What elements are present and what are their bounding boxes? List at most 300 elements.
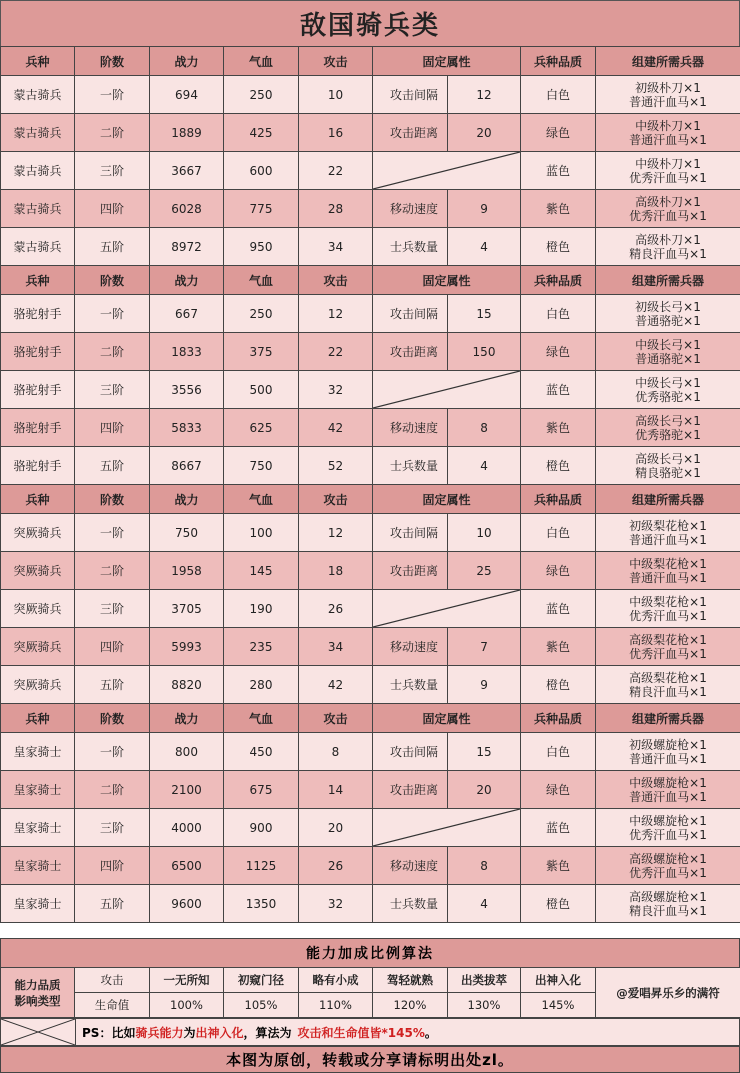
weapon-requirement: 优秀汗血马×1 (629, 646, 707, 661)
cell-attr-name: 攻击间隔 (373, 295, 448, 333)
cell-quality: 白色 (521, 733, 596, 771)
table-row (1, 152, 740, 190)
weapon-requirement: 精良汗血马×1 (629, 246, 707, 261)
cell-power: 667 (150, 295, 224, 333)
bonus-level: 初窥门径 (224, 968, 299, 993)
cell-hp: 900 (224, 809, 299, 847)
author-credit: @爱唱昇乐乡的满符 (596, 968, 740, 1018)
weapon-requirement: 高级螺旋枪×1 (629, 851, 707, 866)
cell-attack: 26 (299, 590, 373, 628)
cell-quality: 橙色 (521, 228, 596, 266)
cross-lines (1, 1019, 75, 1045)
cell-unit: 突厥骑兵 (1, 514, 75, 552)
header-fixed-attr: 固定属性 (373, 704, 521, 733)
table-row (1, 76, 740, 114)
bonus-level: 出神入化 (521, 968, 596, 993)
cell-attack: 18 (299, 552, 373, 590)
cell-power: 6500 (150, 847, 224, 885)
weapon-requirement: 普通骆驼×1 (635, 351, 701, 366)
bonus-value: 145% (521, 993, 596, 1018)
cell-hp: 235 (224, 628, 299, 666)
cell-attr-name: 移动速度 (373, 409, 448, 447)
bonus-value: 130% (448, 993, 521, 1018)
table-row (1, 514, 740, 552)
header-attack: 攻击 (299, 704, 373, 733)
cell-attr-value: 15 (448, 733, 521, 771)
cell-hp: 600 (224, 152, 299, 190)
cell-power: 9600 (150, 885, 224, 923)
cell-quality: 紫色 (521, 409, 596, 447)
cell-tier: 三阶 (75, 809, 150, 847)
cell-attr-value: 10 (448, 514, 521, 552)
cell-fixed-attr-empty (373, 809, 521, 847)
cell-quality: 绿色 (521, 114, 596, 152)
cell-quality: 紫色 (521, 847, 596, 885)
cell-attack: 28 (299, 190, 373, 228)
cell-hp: 625 (224, 409, 299, 447)
cell-tier: 四阶 (75, 409, 150, 447)
table-row (1, 628, 740, 666)
header-quality: 兵种品质 (521, 266, 596, 295)
cell-required-weapons (596, 409, 740, 447)
weapon-requirement: 中级长弓×1 (635, 337, 701, 352)
weapon-requirement: 优秀汗血马×1 (629, 170, 707, 185)
weapon-requirement: 精良汗血马×1 (629, 684, 707, 699)
cell-attack: 26 (299, 847, 373, 885)
table-row (1, 190, 740, 228)
table-row (1, 552, 740, 590)
cell-unit: 蒙古骑兵 (1, 76, 75, 114)
cell-required-weapons (596, 76, 740, 114)
cell-attr-name: 移动速度 (373, 628, 448, 666)
cell-hp: 750 (224, 447, 299, 485)
weapon-requirement: 高级梨花枪×1 (629, 670, 707, 685)
cell-attack: 12 (299, 295, 373, 333)
cell-tier: 五阶 (75, 666, 150, 704)
cell-tier: 二阶 (75, 771, 150, 809)
cavalry-table (0, 46, 740, 923)
cell-required-weapons (596, 552, 740, 590)
cell-unit: 突厥骑兵 (1, 628, 75, 666)
cell-attr-name: 攻击距离 (373, 333, 448, 371)
cell-attack: 16 (299, 114, 373, 152)
header-fixed-attr: 固定属性 (373, 47, 521, 76)
cell-power: 3556 (150, 371, 224, 409)
cell-attr-value: 20 (448, 771, 521, 809)
cell-power: 5993 (150, 628, 224, 666)
bonus-level: 出类拔萃 (448, 968, 521, 993)
weapon-requirement: 中级朴刀×1 (635, 156, 701, 171)
cell-fixed-attr-empty (373, 152, 521, 190)
header-fixed-attr: 固定属性 (373, 485, 521, 514)
cell-quality: 蓝色 (521, 590, 596, 628)
weapon-requirement: 优秀汗血马×1 (629, 208, 707, 223)
bonus-row-hp-label: 生命值 (75, 993, 150, 1018)
cell-hp: 675 (224, 771, 299, 809)
cell-hp: 250 (224, 76, 299, 114)
weapon-requirement: 优秀骆驼×1 (635, 389, 701, 404)
cell-power: 4000 (150, 809, 224, 847)
header-power: 战力 (150, 485, 224, 514)
header-tier: 阶数 (75, 47, 150, 76)
header-unit: 兵种 (1, 47, 75, 76)
weapon-requirement: 普通骆驼×1 (635, 313, 701, 328)
cell-required-weapons (596, 371, 740, 409)
diagonal-line (373, 809, 520, 846)
cell-unit: 蒙古骑兵 (1, 190, 75, 228)
cell-tier: 一阶 (75, 733, 150, 771)
header-attack: 攻击 (299, 485, 373, 514)
header-attack: 攻击 (299, 47, 373, 76)
weapon-requirement: 中级朴刀×1 (635, 118, 701, 133)
weapon-requirement: 初级梨花枪×1 (629, 518, 707, 533)
cell-quality: 绿色 (521, 552, 596, 590)
bonus-type-label (1, 968, 75, 1018)
header-quality: 兵种品质 (521, 485, 596, 514)
cell-attack: 42 (299, 409, 373, 447)
weapon-requirement: 普通汗血马×1 (629, 570, 707, 585)
cell-quality: 白色 (521, 76, 596, 114)
cell-quality: 绿色 (521, 771, 596, 809)
header-hp: 气血 (224, 704, 299, 733)
cell-attr-name: 士兵数量 (373, 666, 448, 704)
cell-unit: 蒙古骑兵 (1, 152, 75, 190)
cell-attr-value: 4 (448, 228, 521, 266)
table-row (1, 590, 740, 628)
cell-tier: 三阶 (75, 590, 150, 628)
weapon-requirement: 中级螺旋枪×1 (629, 775, 707, 790)
cell-required-weapons (596, 295, 740, 333)
header-fixed-attr: 固定属性 (373, 266, 521, 295)
cell-quality: 橙色 (521, 447, 596, 485)
bonus-value: 105% (224, 993, 299, 1018)
header-required-weapons: 组建所需兵器 (596, 47, 740, 76)
header-tier: 阶数 (75, 266, 150, 295)
cell-attack: 34 (299, 628, 373, 666)
bonus-type-label-line2: 影响类型 (14, 993, 61, 1008)
weapon-requirement: 优秀汗血马×1 (629, 865, 707, 880)
cell-attr-name: 士兵数量 (373, 228, 448, 266)
header-required-weapons: 组建所需兵器 (596, 704, 740, 733)
header-required-weapons: 组建所需兵器 (596, 266, 740, 295)
table-row (1, 228, 740, 266)
cell-power: 3667 (150, 152, 224, 190)
diagonal-line (373, 590, 520, 627)
weapon-requirement: 高级朴刀×1 (635, 232, 701, 247)
cell-quality: 橙色 (521, 666, 596, 704)
table-row (1, 809, 740, 847)
weapon-requirement: 优秀汗血马×1 (629, 827, 707, 842)
bonus-type-label-line1: 能力品质 (14, 977, 61, 992)
cell-quality: 蓝色 (521, 152, 596, 190)
cell-attr-value: 9 (448, 666, 521, 704)
cell-power: 6028 (150, 190, 224, 228)
ps-highlight: 出神入化 (195, 1025, 244, 1040)
cell-required-weapons (596, 666, 740, 704)
cell-tier: 一阶 (75, 514, 150, 552)
header-hp: 气血 (224, 47, 299, 76)
cell-hp: 450 (224, 733, 299, 771)
bonus-value: 120% (373, 993, 448, 1018)
cell-attack: 10 (299, 76, 373, 114)
cell-attr-value: 8 (448, 409, 521, 447)
cell-required-weapons (596, 885, 740, 923)
cell-unit: 皇家骑士 (1, 809, 75, 847)
cell-hp: 375 (224, 333, 299, 371)
cell-attack: 20 (299, 809, 373, 847)
header-tier: 阶数 (75, 704, 150, 733)
table-row (1, 885, 740, 923)
cell-unit: 突厥骑兵 (1, 666, 75, 704)
header-row (1, 704, 740, 733)
table-row (1, 771, 740, 809)
header-row (1, 47, 740, 76)
cell-power: 5833 (150, 409, 224, 447)
cell-hp: 775 (224, 190, 299, 228)
cell-tier: 三阶 (75, 152, 150, 190)
weapon-requirement: 中级长弓×1 (635, 375, 701, 390)
cell-attr-name: 移动速度 (373, 190, 448, 228)
cell-tier: 五阶 (75, 885, 150, 923)
cell-power: 2100 (150, 771, 224, 809)
cell-power: 1889 (150, 114, 224, 152)
bonus-level: 略有小成 (299, 968, 373, 993)
cell-attack: 12 (299, 514, 373, 552)
cell-attr-name: 攻击距离 (373, 552, 448, 590)
cell-attr-value: 15 (448, 295, 521, 333)
cell-hp: 145 (224, 552, 299, 590)
cell-attack: 34 (299, 228, 373, 266)
cell-unit: 突厥骑兵 (1, 552, 75, 590)
cell-quality: 白色 (521, 514, 596, 552)
cell-hp: 190 (224, 590, 299, 628)
weapon-requirement: 初级朴刀×1 (635, 80, 701, 95)
cell-required-weapons (596, 190, 740, 228)
header-tier: 阶数 (75, 485, 150, 514)
cell-attr-name: 攻击距离 (373, 114, 448, 152)
cross-out-cell (0, 1018, 76, 1046)
table-row (1, 371, 740, 409)
cell-attack: 32 (299, 885, 373, 923)
cell-required-weapons (596, 447, 740, 485)
bonus-value: 110% (299, 993, 373, 1018)
header-power: 战力 (150, 704, 224, 733)
cell-attack: 14 (299, 771, 373, 809)
cell-tier: 四阶 (75, 628, 150, 666)
cell-attr-value: 8 (448, 847, 521, 885)
cell-fixed-attr-empty (373, 590, 521, 628)
cell-attr-value: 9 (448, 190, 521, 228)
weapon-requirement: 普通汗血马×1 (629, 94, 707, 109)
cell-required-weapons (596, 114, 740, 152)
bonus-level: 一无所知 (150, 968, 224, 993)
ps-row (0, 1018, 740, 1046)
header-quality: 兵种品质 (521, 704, 596, 733)
weapon-requirement: 高级朴刀×1 (635, 194, 701, 209)
diagonal-line (373, 371, 520, 408)
weapon-requirement: 初级螺旋枪×1 (629, 737, 707, 752)
weapon-requirement: 初级长弓×1 (635, 299, 701, 314)
cell-attack: 22 (299, 152, 373, 190)
cell-tier: 一阶 (75, 295, 150, 333)
table-row (1, 733, 740, 771)
weapon-requirement: 中级螺旋枪×1 (629, 813, 707, 828)
table-row (1, 409, 740, 447)
weapon-requirement: 优秀汗血马×1 (629, 608, 707, 623)
cell-tier: 一阶 (75, 76, 150, 114)
header-hp: 气血 (224, 485, 299, 514)
cell-unit: 皇家骑士 (1, 771, 75, 809)
cell-required-weapons (596, 771, 740, 809)
bonus-value: 100% (150, 993, 224, 1018)
cell-attack: 22 (299, 333, 373, 371)
header-row (1, 485, 740, 514)
header-unit: 兵种 (1, 485, 75, 514)
cell-tier: 四阶 (75, 847, 150, 885)
cell-power: 694 (150, 76, 224, 114)
header-required-weapons: 组建所需兵器 (596, 485, 740, 514)
weapon-requirement: 高级长弓×1 (635, 451, 701, 466)
cell-unit: 皇家骑士 (1, 847, 75, 885)
cell-required-weapons (596, 733, 740, 771)
table-row (1, 333, 740, 371)
diagonal-line (373, 152, 520, 189)
cell-power: 8972 (150, 228, 224, 266)
cell-quality: 蓝色 (521, 371, 596, 409)
cell-attr-value: 12 (448, 76, 521, 114)
table-row (1, 447, 740, 485)
cell-attr-value: 7 (448, 628, 521, 666)
cell-required-weapons (596, 152, 740, 190)
cell-required-weapons (596, 847, 740, 885)
cell-quality: 橙色 (521, 885, 596, 923)
cell-attr-value: 20 (448, 114, 521, 152)
cell-quality: 紫色 (521, 190, 596, 228)
cell-unit: 皇家骑士 (1, 885, 75, 923)
cell-hp: 250 (224, 295, 299, 333)
weapon-requirement: 中级梨花枪×1 (629, 594, 707, 609)
cell-hp: 280 (224, 666, 299, 704)
cell-attr-name: 攻击间隔 (373, 733, 448, 771)
cell-hp: 500 (224, 371, 299, 409)
page-title: 敌国骑兵类 (0, 0, 740, 47)
ps-note (76, 1018, 740, 1046)
footer-note: 本图为原创，转载或分享请标明出处zl。 (0, 1046, 740, 1073)
cell-hp: 425 (224, 114, 299, 152)
bonus-level: 驾轻就熟 (373, 968, 448, 993)
cell-attr-value: 4 (448, 447, 521, 485)
weapon-requirement: 精良汗血马×1 (629, 903, 707, 918)
cell-power: 1958 (150, 552, 224, 590)
bonus-table (0, 967, 740, 1018)
bonus-row-attack-label: 攻击 (75, 968, 150, 993)
cell-tier: 三阶 (75, 371, 150, 409)
cell-power: 800 (150, 733, 224, 771)
cell-tier: 二阶 (75, 333, 150, 371)
cell-quality: 紫色 (521, 628, 596, 666)
cell-attack: 8 (299, 733, 373, 771)
weapon-requirement: 普通汗血马×1 (629, 789, 707, 804)
cell-attr-value: 4 (448, 885, 521, 923)
ps-text: 。 (424, 1025, 437, 1040)
cell-tier: 五阶 (75, 228, 150, 266)
header-unit: 兵种 (1, 704, 75, 733)
cell-attr-value: 25 (448, 552, 521, 590)
cell-attr-name: 攻击距离 (373, 771, 448, 809)
weapon-requirement: 高级长弓×1 (635, 413, 701, 428)
cell-unit: 骆驼射手 (1, 447, 75, 485)
cell-unit: 皇家骑士 (1, 733, 75, 771)
cell-quality: 绿色 (521, 333, 596, 371)
header-row (1, 266, 740, 295)
cell-quality: 白色 (521, 295, 596, 333)
cell-required-weapons (596, 333, 740, 371)
weapon-requirement: 优秀骆驼×1 (635, 427, 701, 442)
cell-unit: 蒙古骑兵 (1, 114, 75, 152)
cell-attr-name: 士兵数量 (373, 885, 448, 923)
cell-attr-name: 攻击间隔 (373, 76, 448, 114)
ps-highlight: 骑兵能力 (135, 1025, 184, 1040)
ps-highlight: 攻击和生命值皆*145% (297, 1025, 425, 1040)
cell-hp: 1125 (224, 847, 299, 885)
bonus-title: 能力加成比例算法 (0, 938, 740, 968)
cell-unit: 骆驼射手 (1, 409, 75, 447)
cell-power: 8820 (150, 666, 224, 704)
weapon-requirement: 精良骆驼×1 (635, 465, 701, 480)
cell-attack: 52 (299, 447, 373, 485)
table-row (1, 114, 740, 152)
cell-quality: 蓝色 (521, 809, 596, 847)
cell-required-weapons (596, 228, 740, 266)
header-unit: 兵种 (1, 266, 75, 295)
ps-text: 为 (183, 1025, 196, 1040)
table-row (1, 295, 740, 333)
cell-required-weapons (596, 809, 740, 847)
cell-unit: 骆驼射手 (1, 295, 75, 333)
cell-attr-name: 士兵数量 (373, 447, 448, 485)
cell-power: 8667 (150, 447, 224, 485)
cell-hp: 950 (224, 228, 299, 266)
weapon-requirement: 普通汗血马×1 (629, 532, 707, 547)
cell-unit: 骆驼射手 (1, 371, 75, 409)
cell-fixed-attr-empty (373, 371, 521, 409)
cell-tier: 二阶 (75, 114, 150, 152)
weapon-requirement: 高级梨花枪×1 (629, 632, 707, 647)
weapon-requirement: 高级螺旋枪×1 (629, 889, 707, 904)
cell-unit: 蒙古骑兵 (1, 228, 75, 266)
table-row (1, 847, 740, 885)
ps-text: PS：比如 (82, 1025, 136, 1040)
weapon-requirement: 普通汗血马×1 (629, 132, 707, 147)
cell-attack: 42 (299, 666, 373, 704)
cell-tier: 五阶 (75, 447, 150, 485)
cell-hp: 1350 (224, 885, 299, 923)
header-quality: 兵种品质 (521, 47, 596, 76)
ps-text: ，算法为 (243, 1025, 292, 1040)
cell-required-weapons (596, 590, 740, 628)
cell-required-weapons (596, 514, 740, 552)
cell-attr-name: 攻击间隔 (373, 514, 448, 552)
cell-attack: 32 (299, 371, 373, 409)
weapon-requirement: 普通汗血马×1 (629, 751, 707, 766)
cell-attr-name: 移动速度 (373, 847, 448, 885)
cell-tier: 二阶 (75, 552, 150, 590)
cell-tier: 四阶 (75, 190, 150, 228)
header-hp: 气血 (224, 266, 299, 295)
header-attack: 攻击 (299, 266, 373, 295)
header-power: 战力 (150, 266, 224, 295)
cell-required-weapons (596, 628, 740, 666)
